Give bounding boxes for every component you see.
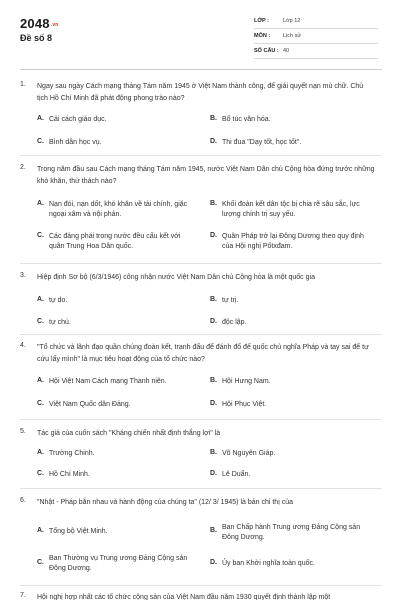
question-number: 1.	[20, 81, 26, 88]
logo-text: 2048	[20, 16, 50, 31]
option-text: Bình dân học vụ.	[49, 139, 102, 146]
question-text: Hội nghị hợp nhất các tổ chức cộng sản của Việt Nam đầu năm 1930 quyết định thành lập một	[37, 594, 331, 600]
meta-value: 40	[283, 48, 290, 54]
option-text: Hội Phục Việt.	[222, 401, 267, 408]
question-2	[20, 164, 382, 259]
question-text: Ngay sau ngày Cách mạng tháng Tám năm 1945 ở Việt Nam thành công, để giải quyết nạn mù chữ. Chủ tịch Hồ Chí Minh đã phát động phong trào nào?	[37, 83, 364, 102]
option-letter: B.	[210, 200, 217, 207]
question-text: Trong năm đầu sau Cách mạng tháng Tám năm 1945, nước Việt Nam Dân chủ Cộng hòa đứng trước những khó khăn, thử thách nào?	[37, 166, 375, 185]
option-letter: B.	[210, 449, 217, 456]
option-text: độc lập.	[222, 319, 247, 326]
option-letter: C.	[37, 400, 44, 407]
option-text: Quân Pháp trở lại Đông Dương theo quy định của Hội nghị Pốtxđam.	[222, 233, 364, 250]
option-letter: C.	[37, 232, 44, 239]
option-letter: D.	[210, 232, 217, 239]
option-letter: B.	[210, 115, 217, 122]
option-text: Ban Thường vụ Trung ương Đảng Cộng sản Đông Dương.	[49, 555, 188, 572]
question-number: 6.	[20, 497, 26, 504]
option-text: Lê Duẩn.	[222, 471, 251, 478]
option-text: Cải cách giáo dục.	[49, 116, 107, 123]
option-text: Việt Nam Quốc dân Đảng.	[49, 401, 131, 408]
option-letter: A.	[37, 449, 44, 456]
option-letter: C.	[37, 138, 44, 145]
option-letter: D.	[210, 470, 217, 477]
option-letter: A.	[37, 527, 44, 534]
option-text: Ủy ban Khởi nghĩa toàn quốc.	[222, 560, 315, 567]
question-divider	[20, 263, 382, 264]
question-6	[20, 497, 382, 583]
option-letter: D.	[210, 400, 217, 407]
option-letter: B.	[210, 377, 217, 384]
option-text: Nạn đói, nạn dốt, khó khăn về tài chính, giặc ngoại xâm và nội phản.	[49, 201, 188, 218]
page-header	[0, 0, 400, 68]
question-divider	[20, 334, 382, 335]
meta-value: Lịch sử	[283, 33, 302, 39]
option-text: Khối đoàn kết dân tộc bị chia rẽ sâu sắc, lực lượng chính trị suy yếu.	[222, 201, 360, 218]
option-text: tự chủ.	[49, 319, 71, 326]
option-letter: A.	[37, 115, 44, 122]
option-letter: A.	[37, 200, 44, 207]
option-text: Bổ túc văn hóa.	[222, 116, 271, 123]
question-number: 5.	[20, 428, 26, 435]
question-1	[20, 81, 382, 161]
site-logo[interactable]	[20, 16, 59, 31]
question-text: Tác giả của cuốn sách "Kháng chiến nhất định thắng lợi" là	[37, 430, 221, 437]
option-letter: D.	[210, 138, 217, 145]
option-text: Tổng bộ Việt Minh.	[49, 528, 108, 535]
meta-row-count	[254, 44, 378, 59]
question-text: Hiệp định Sơ bộ (6/3/1946) công nhận nước Việt Nam Dân chủ Cộng hòa là một quốc gia	[37, 274, 315, 281]
option-text: Trường Chinh.	[49, 450, 95, 457]
question-divider	[20, 488, 382, 489]
option-letter: D.	[210, 318, 217, 325]
header-divider	[20, 69, 382, 70]
question-number: 7.	[20, 592, 26, 599]
option-text: Hội Hưng Nam.	[222, 378, 271, 385]
exam-title: Đề số 8	[20, 33, 53, 43]
option-text: Ban Chấp hành Trung ương Đảng Cộng sản Đông Dương.	[222, 524, 361, 541]
option-text: tự trị.	[222, 297, 239, 304]
meta-row-class	[254, 14, 378, 29]
question-number: 4.	[20, 342, 26, 349]
meta-value: Lớp 12	[283, 18, 301, 24]
option-letter: A.	[37, 296, 44, 303]
question-4	[20, 342, 382, 422]
question-divider	[20, 155, 382, 156]
logo-suffix: .vn	[50, 21, 59, 28]
meta-label: MÔN :	[254, 33, 271, 39]
question-number: 2.	[20, 164, 26, 171]
option-text: Thi đua "Dạy tốt, học tốt".	[222, 139, 302, 146]
meta-label: LỚP :	[254, 18, 269, 24]
option-text: Võ Nguyên Giáp.	[222, 450, 276, 457]
question-5	[20, 428, 382, 488]
option-letter: C.	[37, 559, 44, 566]
question-3	[20, 272, 382, 332]
meta-row-subject	[254, 29, 378, 44]
question-divider	[20, 419, 382, 420]
question-divider	[20, 585, 382, 586]
question-number: 3.	[20, 272, 26, 279]
option-text: Hội Việt Nam Cách mạng Thanh niên.	[49, 378, 167, 385]
question-text: "Nhật - Pháp bắn nhau và hành động của chúng ta" (12/ 3/ 1945) là bản chỉ thị của	[37, 499, 293, 506]
option-letter: D.	[210, 559, 217, 566]
option-text: tự do.	[49, 297, 68, 304]
option-letter: B.	[210, 527, 217, 534]
option-letter: C.	[37, 470, 44, 477]
option-text: Các đảng phái trong nước đều cấu kết với quân Trung Hoa Dân quốc.	[49, 233, 181, 250]
option-letter: C.	[37, 318, 44, 325]
option-text: Hồ Chí Minh.	[49, 471, 90, 478]
option-letter: B.	[210, 296, 217, 303]
meta-label: SỐ CÂU :	[254, 48, 279, 54]
option-letter: A.	[37, 377, 44, 384]
question-7	[20, 592, 382, 600]
question-text: "Tổ chức và lãnh đạo quần chúng đoàn kết, tranh đấu để đánh đổ đế quốc chủ nghĩa Pháp và tay sai để tự cứu lấy mình" là mục tiêu hoạt động của tổ chức nào?	[37, 344, 369, 363]
